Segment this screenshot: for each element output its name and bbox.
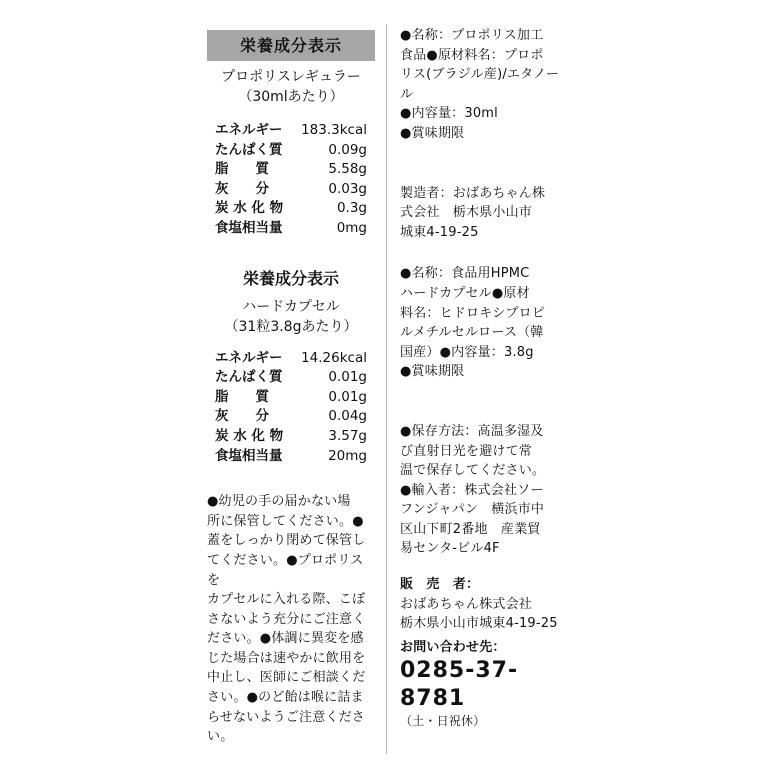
nutrient-value: 0.03g bbox=[328, 180, 367, 197]
nutrient-label: 脂 質 bbox=[215, 388, 269, 405]
nutrient-label: エネルギー bbox=[215, 122, 283, 138]
capsule-nutrition-heading: 栄養成分表示 bbox=[242, 268, 339, 288]
propolis-product-info bbox=[400, 26, 570, 144]
nutrient-label: 炭 水 化 物 bbox=[215, 427, 284, 444]
info-line: 栃木県小山市城東4-19-25 bbox=[400, 616, 558, 632]
nutrient-label: エネルギー bbox=[215, 349, 283, 366]
info-line: ●輸入者：株式会社ソー bbox=[400, 482, 544, 498]
warning-line: い。 bbox=[207, 729, 234, 745]
table-row bbox=[215, 121, 367, 141]
info-line: ●内容量：30ml bbox=[400, 106, 498, 122]
nutrient-label: 炭 水 化 物 bbox=[215, 200, 284, 217]
capsule-nutrition-table bbox=[215, 349, 367, 467]
right-column bbox=[400, 26, 570, 729]
contact-label: お問い合わせ先： bbox=[400, 639, 506, 655]
propolis-nutrition-heading: 栄養成分表示 bbox=[207, 30, 375, 61]
info-line: 城東4-19-25 bbox=[400, 224, 479, 240]
nutrient-value: 0.09g bbox=[328, 141, 367, 158]
info-line: 料名：ヒドロキシプロピ bbox=[400, 305, 546, 321]
table-row bbox=[215, 141, 367, 161]
nutrient-label: 灰 分 bbox=[215, 408, 269, 425]
nutrient-value: 20mg bbox=[328, 447, 367, 464]
left-column bbox=[207, 30, 375, 747]
nutrient-label: 食塩相当量 bbox=[215, 447, 283, 464]
nutrient-label: 灰 分 bbox=[215, 180, 269, 197]
nutrient-value: 0.01g bbox=[328, 388, 367, 405]
nutrient-value: 0.04g bbox=[328, 408, 367, 425]
capsule-product-info bbox=[400, 264, 570, 382]
table-row bbox=[215, 447, 367, 467]
table-row bbox=[215, 180, 367, 200]
manufacturer-info bbox=[400, 184, 570, 243]
table-row bbox=[215, 349, 367, 369]
table-row bbox=[215, 199, 367, 219]
seller-label: 販 売 者： bbox=[400, 577, 480, 593]
seller-info bbox=[400, 575, 570, 634]
info-line: 食品●原材料名：プロポ bbox=[400, 47, 544, 63]
nutrient-value: 0.3g bbox=[336, 200, 367, 217]
info-line: ルメチルセルロース（韓 bbox=[400, 325, 544, 341]
phone-number: 0285-37-8781 bbox=[400, 658, 519, 712]
warning-line: 蓋をしっかり閉めて保管し bbox=[207, 533, 366, 549]
table-row bbox=[215, 219, 367, 239]
propolis-nutrition-table bbox=[215, 121, 367, 239]
nutrient-value: 3.57g bbox=[328, 427, 367, 444]
table-row bbox=[215, 427, 367, 447]
info-line: フンジャパン 横浜市中 bbox=[400, 502, 545, 518]
info-line: リス(ブラジル産)/エタノール bbox=[400, 67, 559, 102]
warning-line: らせないようご注意くださ bbox=[207, 709, 366, 725]
info-line: ハードカプセル●原材 bbox=[400, 285, 530, 301]
info-line: 易センタ-ビル4F bbox=[400, 541, 500, 557]
warning-line: ●幼児の手の届かない場 bbox=[207, 494, 351, 510]
info-line: ●名称：食品用HPMC bbox=[400, 266, 530, 282]
info-line: 温で保存してください。 bbox=[400, 463, 546, 479]
warning-line: 所に保管してください。● bbox=[207, 513, 364, 529]
info-line: 国産）●内容量：3.8g bbox=[400, 344, 534, 360]
warning-line: ださい。●体調に異変を感 bbox=[207, 631, 364, 647]
nutrient-label: たんぱく質 bbox=[215, 369, 283, 386]
info-line: ●保存方法：高温多湿及 bbox=[400, 423, 544, 439]
storage-importer-info bbox=[400, 422, 570, 559]
info-line: ●賞味期限 bbox=[400, 125, 465, 141]
nutrient-value: 0.01g bbox=[328, 369, 367, 386]
propolis-serving-size: （30mlあたり） bbox=[238, 89, 344, 105]
propolis-product-name: プロポリスレギュラー bbox=[221, 69, 361, 85]
capsule-serving-size: （31粒3.8gあたり） bbox=[224, 318, 358, 335]
warning-line: さい。●のど飴は喉に詰ま bbox=[207, 690, 364, 706]
nutrient-value: 183.3kcal bbox=[301, 122, 367, 138]
nutrient-value: 14.26kcal bbox=[301, 349, 367, 366]
info-line: おばあちゃん株式会社 bbox=[400, 596, 533, 612]
warning-line: さないよう充分にご注意く bbox=[207, 611, 366, 627]
info-line: 製造者：おばあちゃん株 bbox=[400, 185, 546, 201]
table-row bbox=[215, 160, 367, 180]
info-line: 区山下町2番地 産業貿 bbox=[400, 521, 541, 537]
capsule-product-name: ハードカプセル bbox=[242, 298, 340, 315]
info-line: ●名称：プロポリス加工 bbox=[400, 28, 544, 43]
warning-line: 中止し、医師にご相談くだ bbox=[207, 670, 366, 686]
nutrient-label: たんぱく質 bbox=[215, 141, 283, 158]
info-line: び直射日光を避けて常 bbox=[400, 443, 533, 459]
warning-line: てください。●プロポリスを bbox=[207, 552, 364, 588]
phone-hours-note: （土・日祝休） bbox=[400, 714, 486, 729]
nutrient-value: 0mg bbox=[336, 219, 367, 236]
info-line: 式会社 栃木県小山市 bbox=[400, 205, 533, 221]
nutrient-label: 脂 質 bbox=[215, 161, 269, 178]
warning-line: じた場合は速やかに飲用を bbox=[207, 650, 366, 666]
nutrient-value: 5.58g bbox=[328, 161, 367, 178]
info-line: ●賞味期限 bbox=[400, 364, 465, 380]
nutrient-label: 食塩相当量 bbox=[215, 219, 283, 236]
table-row bbox=[215, 407, 367, 427]
warning-line: カプセルに入れる際、こぼ bbox=[207, 592, 366, 608]
table-row bbox=[215, 368, 367, 388]
column-divider bbox=[386, 24, 387, 754]
table-row bbox=[215, 388, 367, 408]
warnings-block bbox=[207, 492, 375, 747]
